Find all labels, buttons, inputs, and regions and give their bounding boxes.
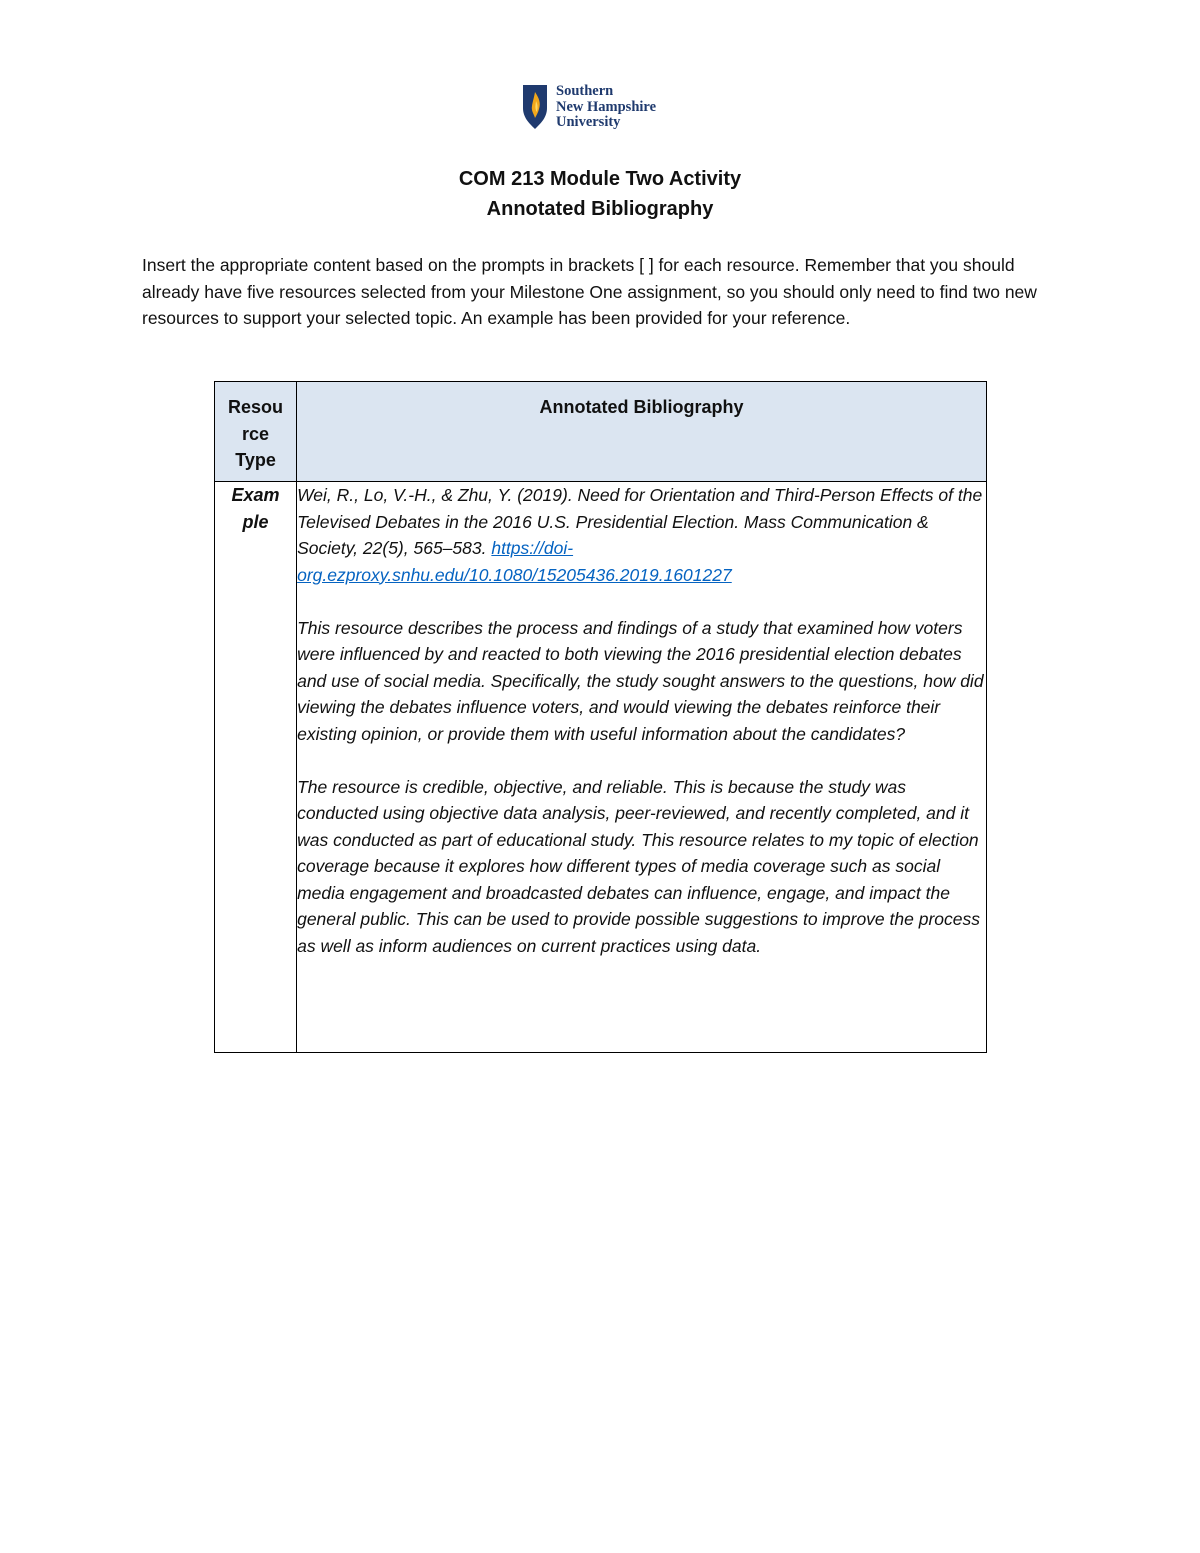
evaluation-paragraph: The resource is credible, objective, and reliable. This is because the study was conducted using objective data analysis, peer-reviewed, and recently completed, and it was conducted as part of educational study. This resource relates to my topic of election coverage because it explores how different types of media coverage such as social media engagement and broadcasted debates can influence, engage, and impact the general public. This can be used to provide possible suggestions to improve the process as well as inform audiences on current practices using data. bbox=[297, 776, 980, 956]
citation-doi-link[interactable]: https://doi-org.ezproxy.snhu.edu/10.1080/15205436.2019.1601227 bbox=[297, 538, 732, 585]
example-label-cell bbox=[215, 482, 297, 1053]
snhu-shield-icon bbox=[522, 84, 548, 130]
resource-type-header bbox=[215, 382, 297, 482]
example-label-line: ple bbox=[242, 511, 269, 532]
summary-paragraph: This resource describes the process and findings of a study that examined how voters were influenced by and reacted to both viewing the 2016 presidential election debates and use of social media. Specifically, the study sought answers to the questions, how did viewing the debates influence voters, and would viewing the debates reinforce their existing opinion, or provide them with useful information about the candidates? bbox=[297, 617, 984, 744]
resource-type-header-line: Type bbox=[235, 450, 276, 470]
snhu-logo bbox=[522, 84, 656, 131]
table-row bbox=[215, 482, 987, 1053]
snhu-wordmark bbox=[556, 84, 656, 131]
annotated-bibliography-header bbox=[297, 382, 987, 482]
instructions-paragraph: Insert the appropriate content based on the prompts in brackets [ ] for each resource. Remember that you should already have five resources selected from your Milestone One assignment, so you should only need to find two new resources to support your selected topic. An example has been provided for your reference. bbox=[142, 255, 1037, 328]
resource-type-header-line: Resou bbox=[228, 397, 284, 417]
annotated-bibliography-header-text: Annotated Bibliography bbox=[539, 397, 744, 417]
resource-type-header-line: rce bbox=[242, 423, 270, 444]
document-subtitle: Annotated Bibliography bbox=[486, 198, 714, 220]
logo-line-university: University bbox=[556, 114, 621, 130]
table-header-row bbox=[215, 382, 987, 482]
example-label-line: Exam bbox=[231, 485, 280, 505]
document-title-block bbox=[0, 164, 1200, 224]
example-annotation-cell bbox=[297, 482, 987, 1053]
citation-text: Wei, R., Lo, V.-H., & Zhu, Y. (2019). Need for Orientation and Third-Person Effects of the Televised Debates in the 2016 U.S. Presidential Election. Mass Communication & Society, 22(5), 565–583. bbox=[297, 485, 983, 558]
document-title: COM 213 Module Two Activity bbox=[458, 168, 742, 190]
bibliography-table bbox=[214, 381, 987, 1053]
citation-paragraph bbox=[297, 482, 986, 588]
logo-line-new-hampshire: New Hampshire bbox=[556, 98, 657, 115]
logo-line-southern: Southern bbox=[556, 83, 614, 99]
